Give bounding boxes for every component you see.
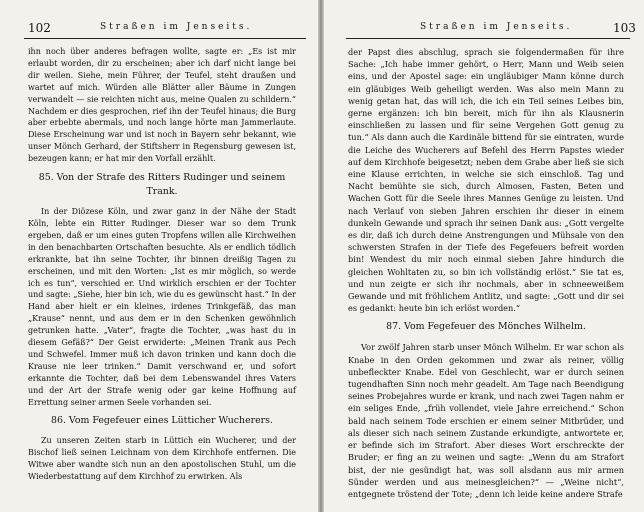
section-heading-86: 86. Vom Fegefeuer eines Lütticher Wucherers. bbox=[51, 415, 273, 427]
running-head: Straßen im Jenseits. bbox=[420, 22, 573, 32]
section-heading-85: 85. Von der Strafe des Ritters Rudinger und seinem Trank. bbox=[38, 172, 286, 198]
section-heading-87: 87. Vom Fegefeuer des Mönches Wilhelm. bbox=[386, 321, 586, 333]
running-head: Straßen im Jenseits. bbox=[100, 22, 253, 32]
right-page bbox=[324, 0, 644, 512]
left-page bbox=[0, 0, 318, 512]
page-number: 102 bbox=[28, 21, 51, 35]
paragraph: In der Diözese Köln, und zwar ganz in der Nähe der Stadt Köln, lebte ein Ritter Rudinger. Dieser war so dem Trunk ergeben, daß er um eines guten Tropfens willen alle Kirchweihen in den benachbarten Ortschaften besuchte. Als er endlich tödlich erkrankte, bat ihn seine Tochter, ihr binnen dreißig Tagen zu erscheinen, und mit den Worten: „Ist es mir möglich, so werde ich es tun“, verschied er. Und wirklich erschien er der Tochter und sagte: „Siehe, hier bin ich, wie du es gewünscht hast.“ In der Hand aber hielt er ein kleines, irdenes Trinkgefäß, das man „Krause“ nennt, und aus dem er in den Schenken gewöhnlich getrunken hatte. „Vater“, fragte die Tochter, „was hast du in diesem Gefäß?“ Der Geist erwiderte: „Meinen Trank aus Pech und Schwefel. Immer muß ich davon trinken und kann doch die Krause nie leer trinken.“ Damit verschwand er, und sofort erkannte die Tochter, daß bei dem Lebenswandel ihres Vaters und der Art der Strafe wenig oder gar keine Hoffnung auf Errettung seiner armen Seele vorhanden sei. bbox=[28, 207, 296, 407]
left-page-text bbox=[28, 46, 296, 483]
header-rule bbox=[24, 38, 306, 39]
header-rule bbox=[346, 38, 630, 39]
paragraph: der Papst dies abschlug, sprach sie folgendermaßen für ihre Sache: „Ich habe immer gehört, o Herr, Mann und Weib seien eins, und der Apostel sage: ein ungläubiger Mann könne durch ein gläubiges Weib geheiligt werden. Was also mein Mann zu wenig getan hat, das will ich, die ich ein Teil seines Leibes bin, gerne ergänzen: ich bin bereit, mich für ihn als Klausnerin einschließen zu lassen und für seine Vergehen Gott genug zu tun.“ Als dann auch die Kardinäle bittend für sie eintraten, wurde die Leiche des Wucherers auf Befehl des Herrn Papstes wieder auf dem Kirchhofe beigesetzt; neben dem Grabe aber ließ sie sich eine Klause errichten, in welche sie sich einschloß. Tag und Nacht bemühte sie sich, durch Almosen, Fasten, Beten und Wachen Gott für die Seele ihres Mannes Genüge zu leisten. Und nach Verlauf von sieben Jahren erschien ihr dieser in einem dunkeln Gewande und sprach ihr seinen Dank aus: „Gott vergelte es dir, daß ich durch deine Anstrengungen und Mühsale von den schwersten Strafen in der Tiefe des Fegefeuers befreit worden bin! Wendest du mir noch einmal sieben Jahre hindurch die gleichen Wohltaten zu, so bin ich vollständig erlöst.“ Sie tat es, und nun zeigte er sich ihr nochmals, aber in schneeweißem Gewande und mit fröhlichem Antlitz, und sagte: „Gott und dir sei es gedankt: heute bin ich erlöst worden.“ bbox=[348, 47, 624, 314]
paragraph: Vor zwölf Jahren starb unser Mönch Wilhelm. Er war schon als Knabe in den Orden gekommen und zwar als reiner, völlig unbefleckter Knabe. Edel von Geschlecht, war er durch seinen tugendhaften Sinn noch mehr geadelt. Am Tage nach Beendigung seines Probejahres wurde er krank, und nach zwei Tagen nahm er ein seliges Ende, „früh vollendet, viele Jahre erreichend.“ Schon bald nach seinem Tode erschien er einem seiner Mitbrüder, und als dieser sich nach seinem Zustande erkundigte, antwortete er, er befinde sich im Strafort. Aber dieses Wort erschreckte der Bruder; er fing an zu weinen und sagte: „Wenn du am Strafort bist, der nie gesündigt hat, was soll alsdann aus mir armen Sünder werden und aus meinesgleichen?“ — „Weine nicht“, entgegnete tröstend der Tote; „denn ich leide keine andere Strafe bbox=[348, 342, 624, 499]
paragraph: ihn noch über anderes befragen wollte, sagte er: „Es ist mir erlaubt worden, dir zu erscheinen; aber ich darf nicht lange bei dir weilen. Siehe, mein Führer, der Teufel, steht draußen und wartet auf mich. Würden alle Blätter aller Bäume in Zungen verwandelt — sie reichten nicht aus, meine Qualen zu schildern.“ Nachdem er dies gesprochen, rief ihn der Teufel hinaus; die Burg aber erbebte abermals, und noch lange hörte man Jammerlaute. Diese Erscheinung war und ist noch in Bayern sehr bekannt, wie unser Mönch Gerhard, der Stiftsherr in Regensburg gewesen ist, bezeugen kann; er hat mir den Vorfall erzählt. bbox=[28, 47, 296, 164]
page-number: 103 bbox=[613, 21, 636, 35]
right-page-text bbox=[348, 46, 624, 500]
paragraph: Zu unseren Zeiten starb in Lüttich ein Wucherer, und der Bischof ließ seinen Leichnam von dem Kirchhofe entfernen. Die Witwe aber wandte sich nun an den apostolischen Stuhl, um die Wiederbestattung auf dem Kirchhof zu erwirken. Als bbox=[28, 436, 296, 482]
